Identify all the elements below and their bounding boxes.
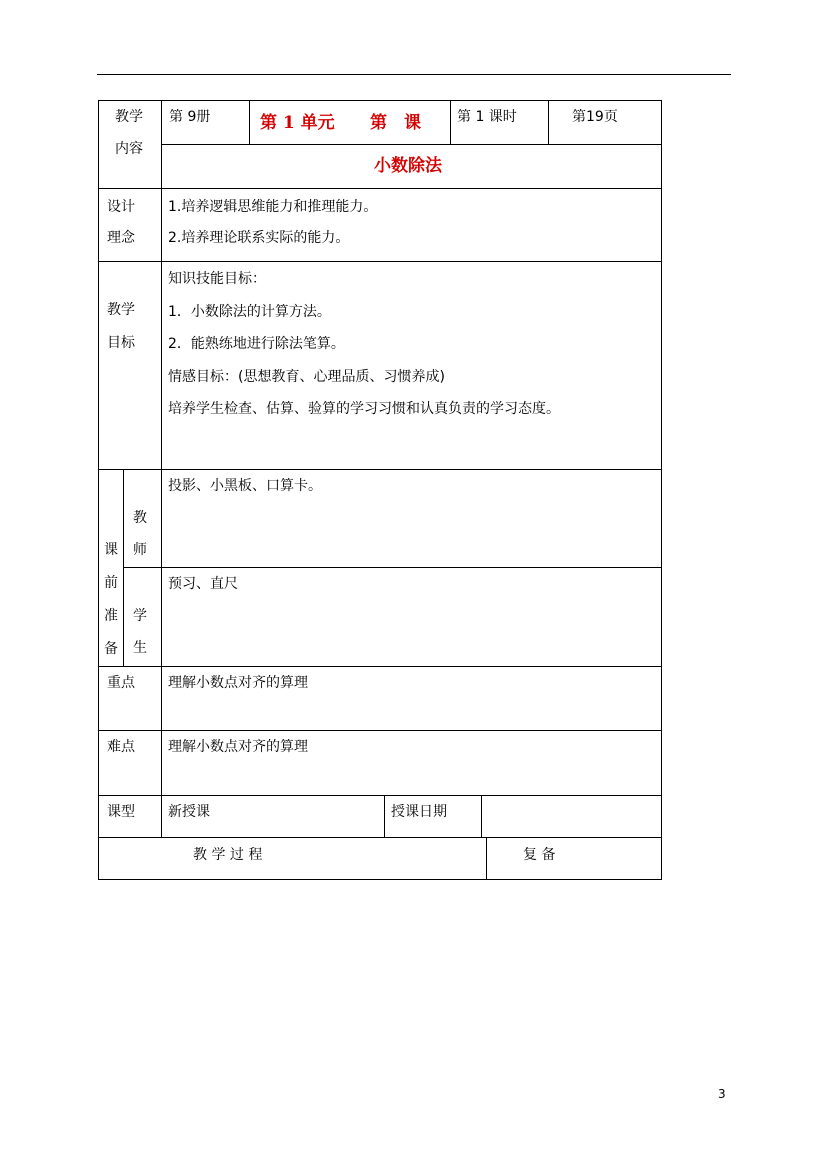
col-line — [161, 100, 162, 469]
period-label: 第 1 课时 — [457, 109, 517, 125]
col-line — [161, 469, 162, 837]
row-line — [98, 837, 662, 838]
row-line — [98, 469, 662, 470]
col-line — [123, 469, 124, 666]
col-line — [249, 100, 250, 144]
review-heading: 复 备 — [523, 847, 556, 863]
col-line — [450, 100, 451, 144]
preparation-label-char: 前 — [104, 575, 118, 591]
row-line — [98, 261, 662, 262]
objectives-label-line-1: 教学 — [107, 302, 135, 318]
objective-line: 知识技能目标： — [168, 271, 266, 287]
lesson-type-label: 课型 — [107, 804, 135, 820]
row-line — [98, 666, 662, 667]
row-line — [98, 795, 662, 796]
content-label-line-1: 教学 — [115, 109, 143, 125]
preparation-label — [103, 543, 119, 656]
teaching-process-heading: 教 学 过 程 — [193, 847, 263, 863]
key-point-content: 理解小数点对齐的算理 — [168, 675, 308, 691]
row-line — [98, 188, 662, 189]
col-line — [384, 795, 385, 837]
difficulty-label: 难点 — [107, 739, 135, 755]
objective-line: 2．能熟练地进行除法笔算。 — [168, 336, 345, 352]
page-number: 3 — [718, 1087, 726, 1101]
lesson-type-value: 新授课 — [168, 804, 210, 820]
student-label — [132, 609, 148, 655]
topic-title: 小数除法 — [374, 156, 442, 176]
key-point-label: 重点 — [107, 675, 135, 691]
unit-label: 第 1 单元 — [260, 113, 335, 133]
teacher-label — [132, 511, 148, 557]
row-line — [123, 567, 662, 568]
teacher-label-char: 师 — [133, 542, 147, 558]
header-rule — [97, 74, 731, 75]
objective-line: 培养学生检查、估算、验算的学习习惯和认真负责的学习态度。 — [168, 401, 560, 417]
lesson-label: 第 课 — [370, 113, 421, 133]
row-line — [98, 730, 662, 731]
lesson-date-label: 授课日期 — [391, 804, 447, 820]
student-label-char: 生 — [133, 640, 147, 656]
page-label: 第19页 — [572, 109, 618, 125]
design-line: 2.培养理论联系实际的能力。 — [168, 230, 350, 246]
book-volume: 第 9册 — [169, 109, 211, 125]
student-preparation: 预习、直尺 — [168, 576, 238, 592]
student-label-char: 学 — [133, 608, 147, 624]
difficulty-content: 理解小数点对齐的算理 — [168, 739, 308, 755]
teacher-preparation: 投影、小黑板、口算卡。 — [168, 478, 322, 494]
teacher-label-char: 教 — [133, 510, 147, 526]
row-line — [161, 144, 662, 145]
col-line — [481, 795, 482, 837]
col-line — [548, 100, 549, 144]
objectives-label-line-2: 目标 — [107, 335, 135, 351]
design-label-line-2: 理念 — [107, 230, 135, 246]
preparation-label-char: 备 — [104, 641, 118, 657]
objective-line: 1．小数除法的计算方法。 — [168, 304, 331, 320]
objective-line: 情感目标：(思想教育、心理品质、习惯养成) — [168, 369, 445, 385]
design-label-line-1: 设计 — [107, 199, 135, 215]
preparation-label-char: 课 — [104, 542, 118, 558]
content-label-line-2: 内容 — [115, 141, 143, 157]
design-line: 1.培养逻辑思维能力和推理能力。 — [168, 199, 378, 215]
preparation-label-char: 准 — [104, 608, 118, 624]
col-line — [486, 837, 487, 880]
